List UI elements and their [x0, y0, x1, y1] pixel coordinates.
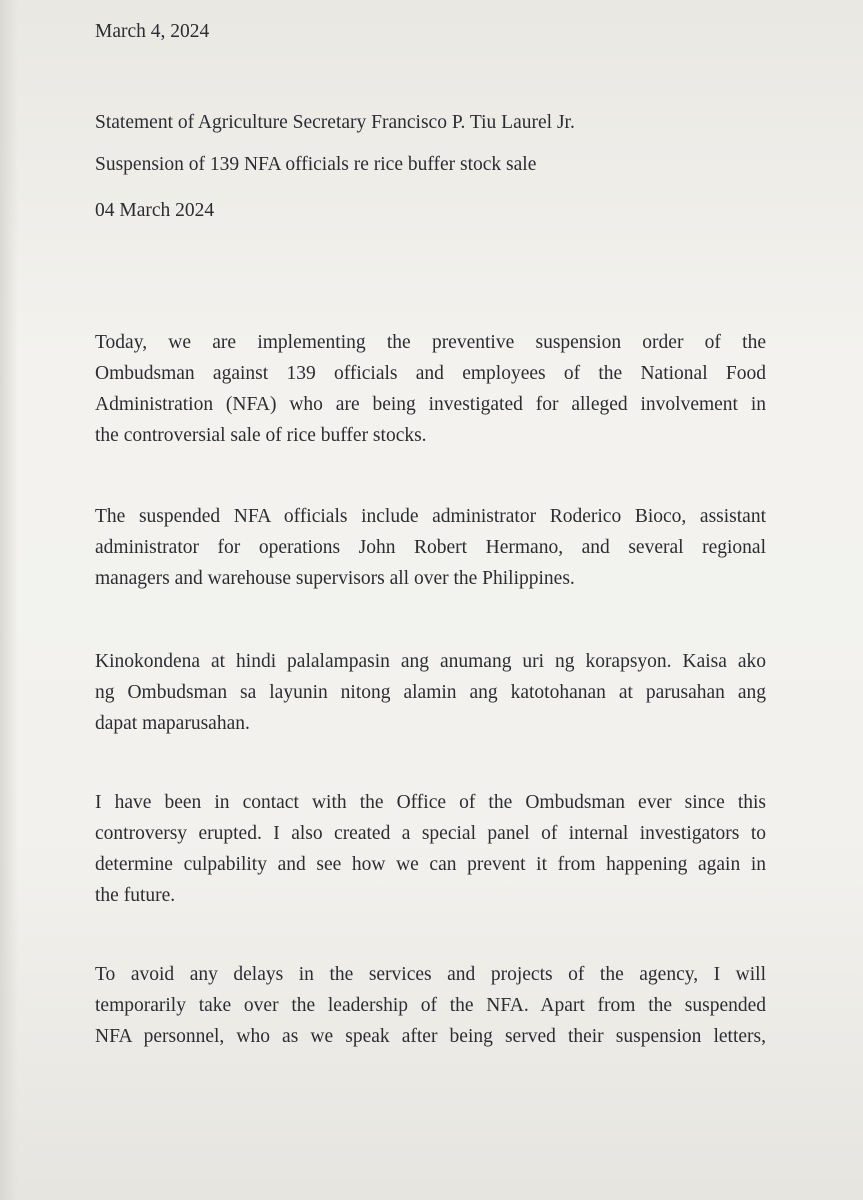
paragraph-suspension-order — [95, 327, 766, 451]
paragraph-leadership-takeover — [95, 959, 766, 1052]
paragraph-line: To avoid any delays in the services and projects of the agency, I will — [95, 964, 766, 985]
paragraph-line: temporarily take over the leadership of the NFA. Apart from the suspended — [95, 995, 766, 1016]
paragraph-ombudsman-contact — [95, 787, 766, 911]
statement-subject: Suspension of 139 NFA officials re rice buffer stock sale — [95, 154, 537, 175]
paragraph-line: controversy erupted. I also created a special panel of internal investigators to — [95, 823, 766, 844]
statement-title: Statement of Agriculture Secretary Francisco P. Tiu Laurel Jr. — [95, 112, 575, 133]
paragraph-line: the controversial sale of rice buffer stocks. — [95, 425, 427, 446]
statement-date: 04 March 2024 — [95, 200, 215, 221]
paragraph-line: ng Ombudsman sa layunin nitong alamin ang katotohanan at parusahan ang — [95, 682, 766, 703]
paragraph-suspended-officials — [95, 501, 766, 594]
paragraph-line: Today, we are implementing the preventive suspension order of the — [95, 332, 766, 353]
paragraph-line: the future. — [95, 885, 176, 906]
paragraph-line: determine culpability and see how we can prevent it from happening again in — [95, 854, 766, 875]
paragraph-line: NFA personnel, who as we speak after being served their suspension letters, — [95, 1026, 766, 1047]
paragraph-line: Ombudsman against 139 officials and employees of the National Food — [95, 363, 766, 384]
paragraph-line: I have been in contact with the Office of the Ombudsman ever since this — [95, 792, 766, 813]
paragraph-line: Kinokondena at hindi palalampasin ang anumang uri ng korapsyon. Kaisa ako — [95, 651, 766, 672]
paragraph-line: managers and warehouse supervisors all over the Philippines. — [95, 568, 575, 589]
date-line: March 4, 2024 — [95, 21, 210, 42]
paragraph-line: Administration (NFA) who are being investigated for alleged involvement in — [95, 394, 766, 415]
paragraph-filipino-statement — [95, 646, 766, 739]
paragraph-line: administrator for operations John Robert Hermano, and several regional — [95, 537, 766, 558]
paragraph-line: dapat maparusahan. — [95, 713, 250, 734]
paragraph-line: The suspended NFA officials include administrator Roderico Bioco, assistant — [95, 506, 766, 527]
